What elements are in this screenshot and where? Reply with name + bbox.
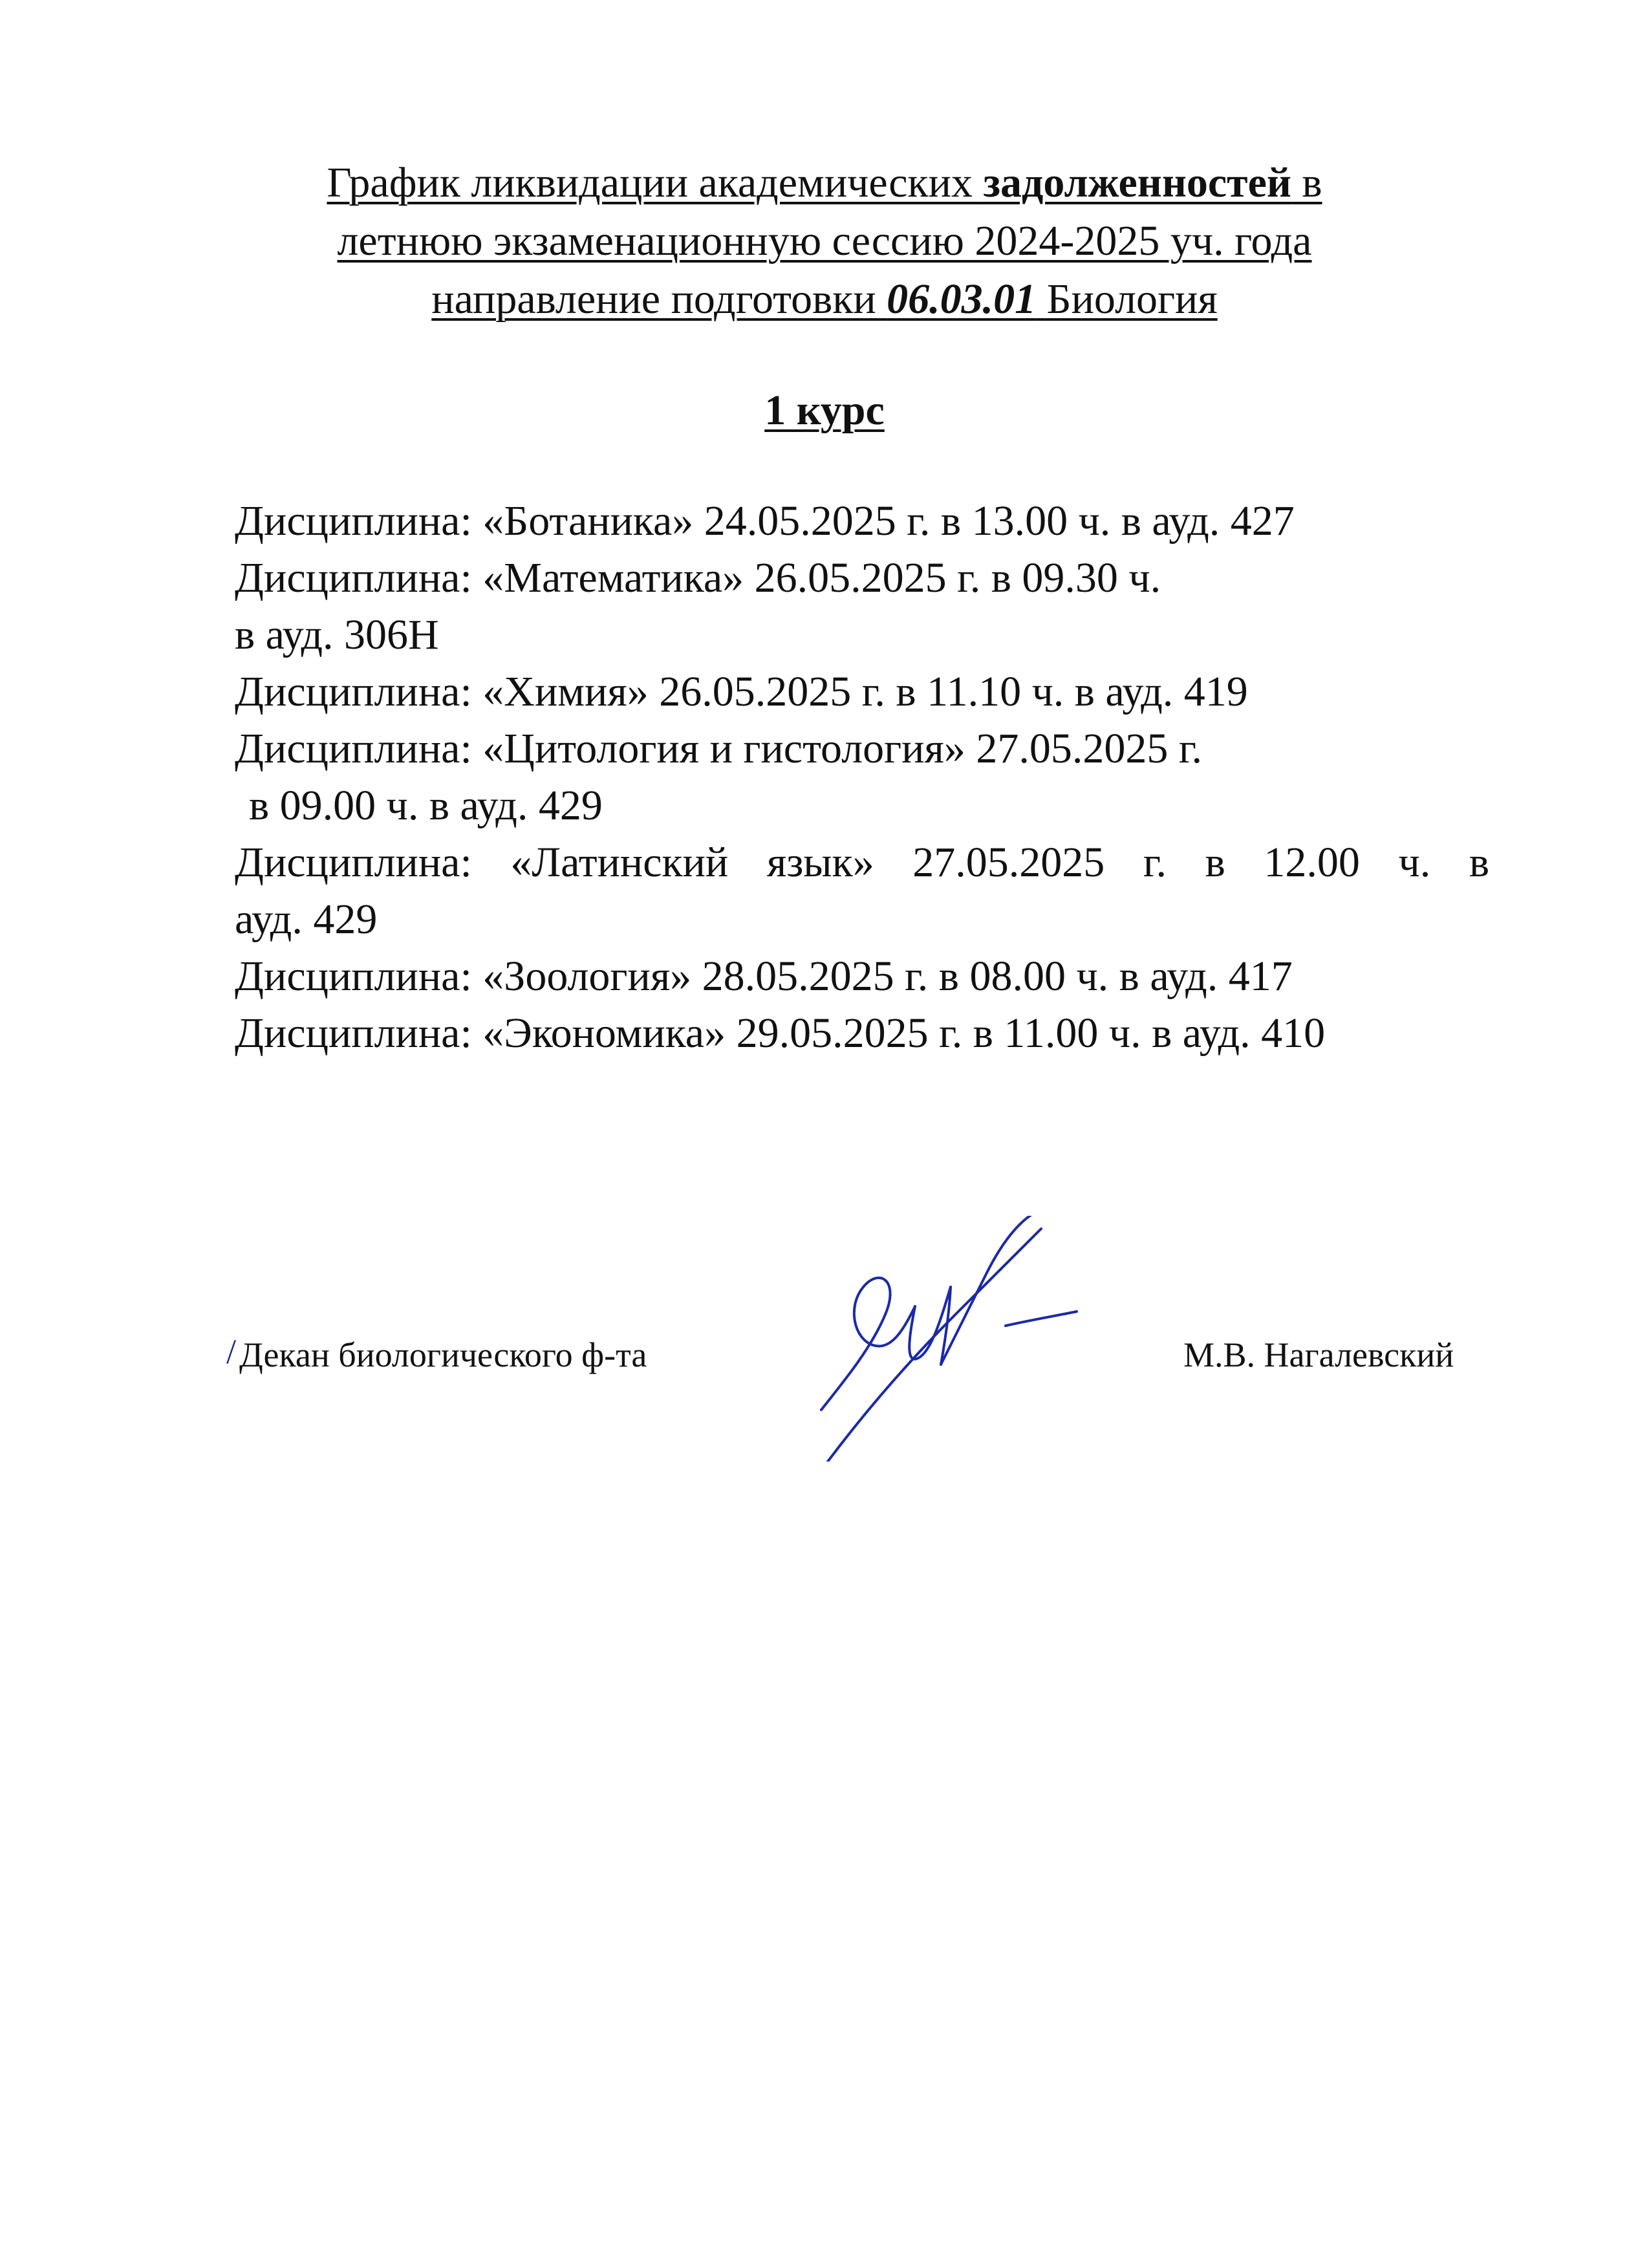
handwritten-signature xyxy=(802,1216,1099,1462)
pen-mark: / xyxy=(226,1332,237,1371)
schedule-line: Дисциплина: «Химия» 26.05.2025 г. в 11.10 ч. в ауд. 419 xyxy=(235,668,1248,715)
schedule-line: Дисциплина: «Математика» 26.05.2025 г. в 09.30 ч. xyxy=(235,554,1161,601)
title-line-1-bold: задолженностей xyxy=(983,159,1291,206)
dean-position: Декан биологического ф-та xyxy=(239,1335,647,1374)
schedule-line: Дисциплина: «Ботаника» 24.05.2025 г. в 13.00 ч. в ауд. 427 xyxy=(235,497,1295,545)
title-line-3-text: направление подготовки xyxy=(431,275,887,323)
document-title xyxy=(194,154,1455,329)
program-code: 06.03.01 xyxy=(887,275,1037,323)
title-line-1 xyxy=(194,154,1455,212)
schedule-line: Дисциплина: «Экономика» 29.05.2025 г. в 11.00 ч. в ауд. 410 xyxy=(235,1010,1326,1057)
schedule-line: ауд. 429 xyxy=(235,896,378,943)
schedule-line: в ауд. 306Н xyxy=(235,611,439,658)
exam-schedule xyxy=(235,493,1496,1062)
title-line-2: летнюю экзаменационную сессию 2024-2025 уч. года xyxy=(337,217,1312,265)
program-name: Биология xyxy=(1036,275,1218,323)
dean-name: М.В. Нагалевский xyxy=(1183,1335,1454,1374)
schedule-line: Дисциплина: «Зоология» 28.05.2025 г. в 08.00 ч. в ауд. 417 xyxy=(235,953,1293,1000)
schedule-line: Дисциплина: «Латинский язык» 27.05.2025 г. в 12.00 ч. в xyxy=(235,839,1489,886)
title-line-3 xyxy=(194,270,1455,329)
schedule-line: в 09.00 ч. в ауд. 429 xyxy=(249,782,603,829)
title-line-1-tail: в xyxy=(1291,159,1322,206)
course-heading: 1 курс xyxy=(764,387,885,434)
title-line-1-text: График ликвидации академических xyxy=(327,159,984,206)
schedule-line: Дисциплина: «Цитология и гистология» 27.05.2025 г. xyxy=(235,725,1202,772)
